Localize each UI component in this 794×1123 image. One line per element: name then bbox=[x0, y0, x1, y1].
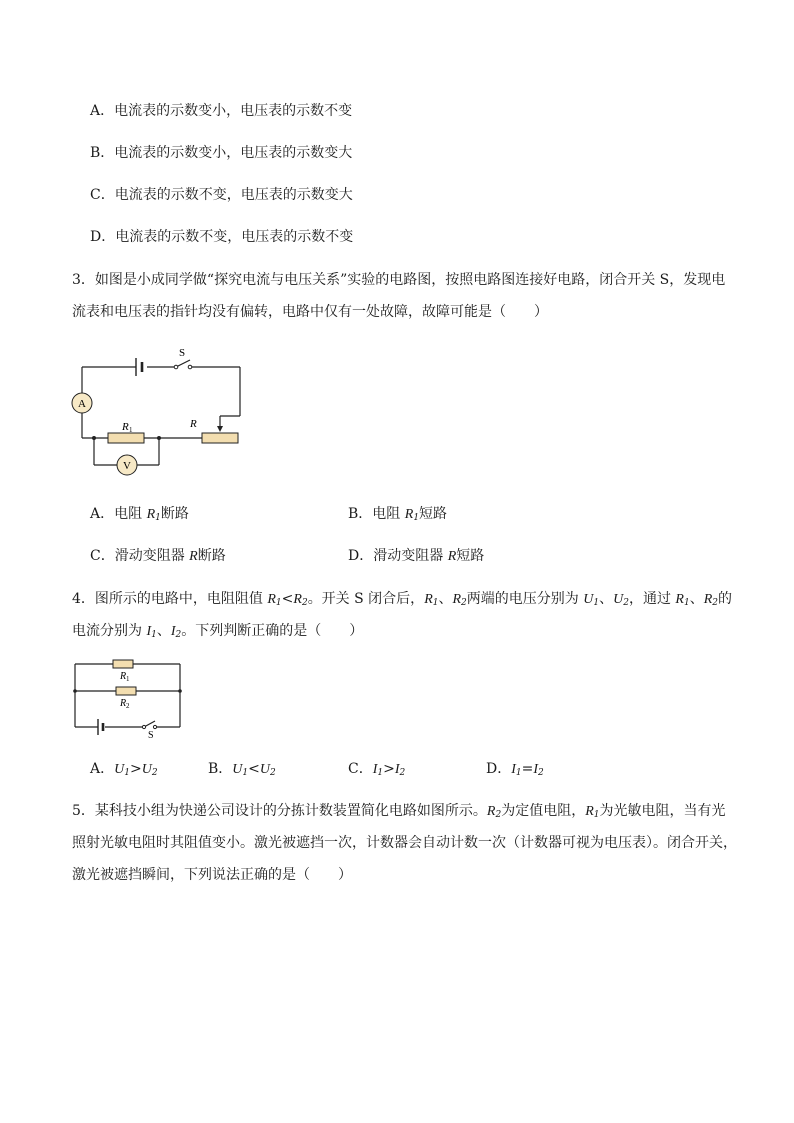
q3-stem-line2: 流表和电压表的指针均没有偏转，电路中仅有一处故障，故障可能是（ ） bbox=[72, 304, 548, 320]
q5-stem-line1: 5．某科技小组为快递公司设计的分拣计数装置简化电路如图所示。$R_2$为定值电阻，$R_1$为光敏电阻，当有光 bbox=[72, 803, 726, 820]
rheostat-label: R bbox=[190, 418, 197, 430]
voltmeter-label: V bbox=[123, 460, 131, 472]
q4-option-a: A．$U_1>U_2$ bbox=[90, 761, 158, 778]
q2-option-a: A．电流表的示数变小，电压表的示数不变 bbox=[90, 103, 353, 119]
q3-option-a: A．电阻 $R_1$断路 bbox=[90, 506, 189, 523]
q4-r2-subscript: 2 bbox=[126, 702, 130, 710]
q3-circuit-figure bbox=[72, 345, 272, 475]
q3-option-d: D．滑动变阻器 R短路 bbox=[348, 548, 485, 564]
q4-stem-line1: 4．图所示的电路中，电阻阻值 $R_1<R_2$。开关 S 闭合后，$R_1$、$R_2$两端的电压分别为 $U_1$、$U_2$，通过 $R_1$、$R_2$的 bbox=[72, 591, 732, 608]
q4-option-d: D．$I_1=I_2$ bbox=[486, 761, 544, 778]
q4-stem-line2: 电流分别为 $I_1$、$I_2$。下列判断正确的是（ ） bbox=[72, 623, 364, 640]
r1-subscript: 1 bbox=[129, 426, 133, 434]
q2-option-c: C．电流表的示数不变，电压表的示数变大 bbox=[90, 187, 353, 203]
q3-option-c: C．滑动变阻器 R断路 bbox=[90, 548, 226, 564]
q4-r2-label: R bbox=[120, 698, 127, 709]
q5-stem-line2: 照射光敏电阻时其阻值变小。激光被遮挡一次，计数器会自动计数一次（计数器可视为电压表）。闭合开关， bbox=[72, 835, 737, 851]
q3-option-b: B．电阻 $R_1$短路 bbox=[348, 506, 448, 523]
q3-stem-line1: 3．如图是小成同学做“探究电流与电压关系”实验的电路图，按照电路图连接好电路，闭合开关 S，发现电 bbox=[72, 272, 726, 288]
q4-option-c: C．$I_1>I_2$ bbox=[348, 761, 406, 778]
q2-option-b: B．电流表的示数变小，电压表的示数变大 bbox=[90, 145, 353, 161]
ammeter-label: A bbox=[78, 398, 86, 410]
switch-label: S bbox=[179, 347, 186, 359]
q4-switch-label: S bbox=[148, 730, 154, 741]
q2-option-d: D．电流表的示数不变，电压表的示数不变 bbox=[90, 229, 354, 245]
r1-label: R bbox=[122, 421, 129, 433]
q4-r1-subscript: 1 bbox=[126, 675, 130, 683]
q5-stem-line3: 激光被遮挡瞬间，下列说法正确的是（ ） bbox=[72, 867, 352, 883]
q4-r1-label: R bbox=[120, 671, 127, 682]
q4-circuit-figure bbox=[72, 656, 192, 741]
q4-option-b: B．$U_1<U_2$ bbox=[208, 761, 276, 778]
